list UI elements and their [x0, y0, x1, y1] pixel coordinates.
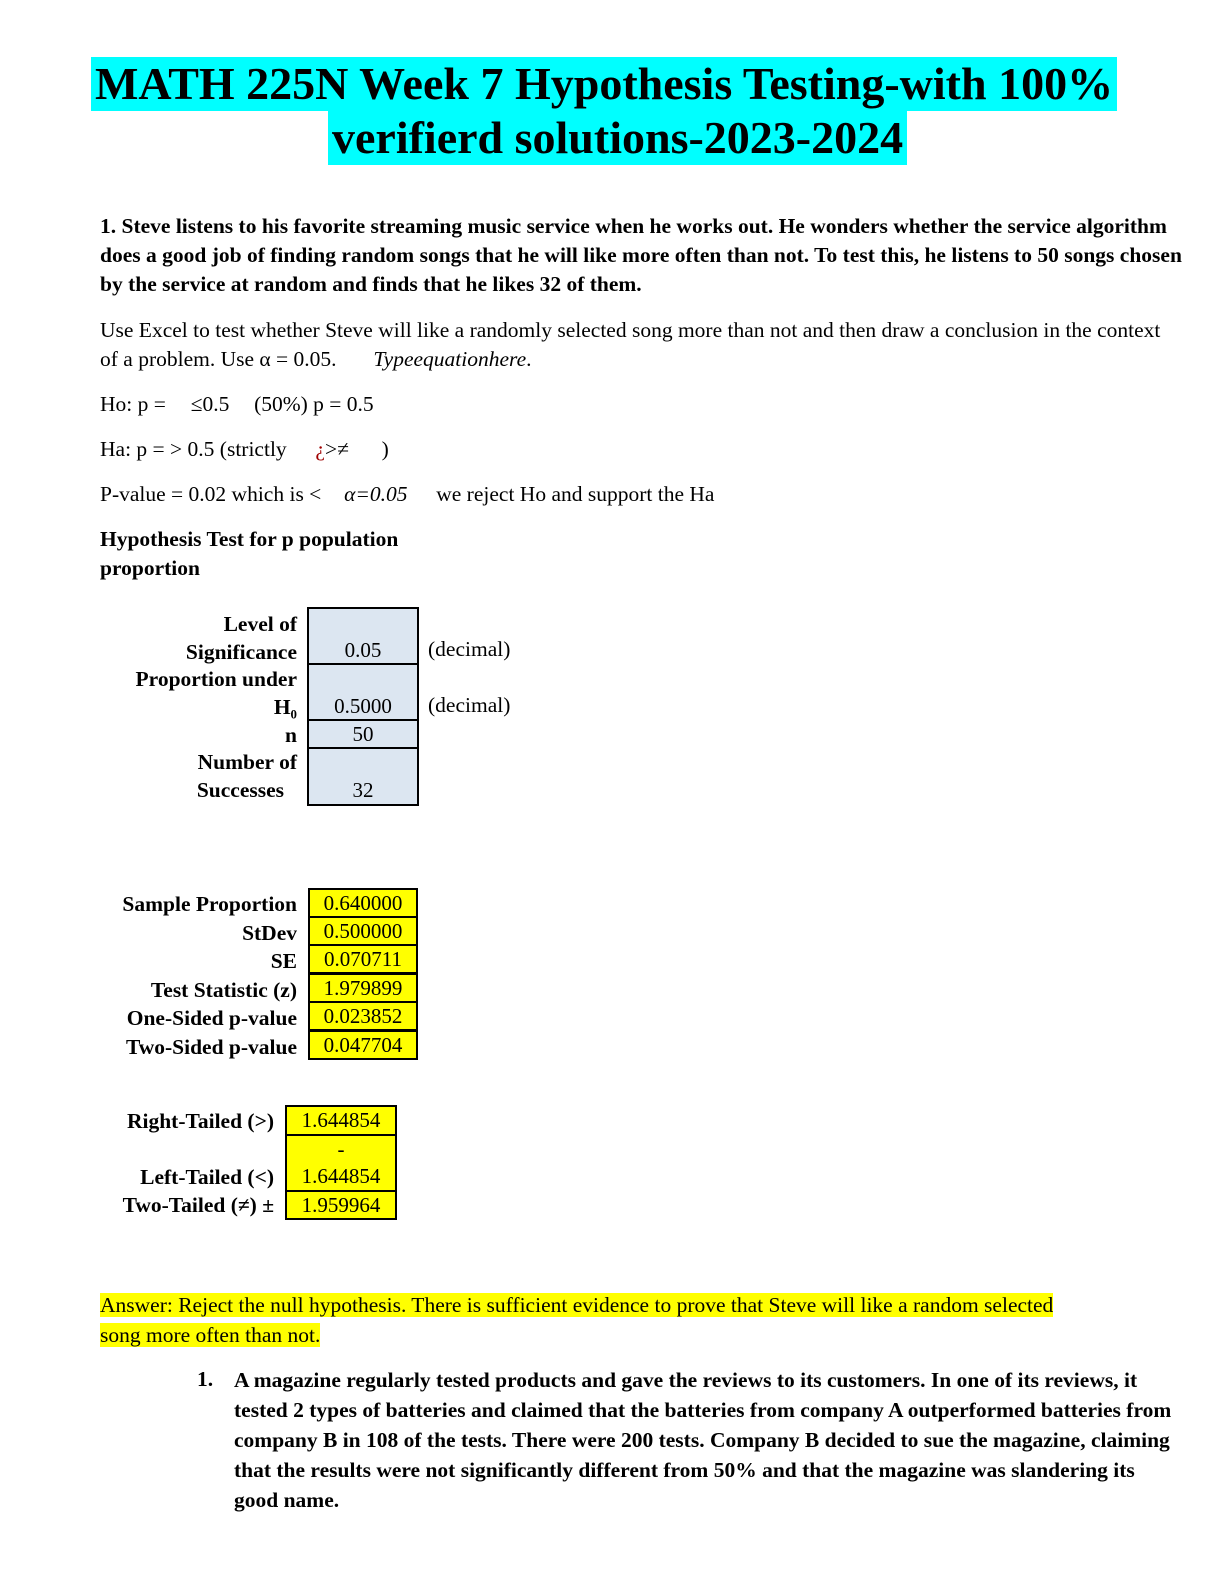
answer-line-2: song more often than not.: [100, 1323, 321, 1347]
result-value-test-statistic: 1.979899: [308, 973, 418, 1003]
question-1-instructions: [100, 316, 1180, 374]
null-hypothesis: [100, 390, 374, 419]
critical-value-two: 1.959964: [285, 1190, 397, 1220]
los-label-line2: Significance: [185, 640, 297, 664]
los-label: [100, 610, 297, 666]
equation-period: .: [526, 347, 532, 371]
result-value-stdev: 0.500000: [308, 916, 418, 946]
pvalue-prefix: P-value = 0.02 which is <: [100, 482, 322, 506]
result-label-test-statistic: Test Statistic (z): [150, 978, 297, 1002]
critical-left-number: 1.644854: [301, 1164, 381, 1188]
result-label-two-sided: Two-Sided p-value: [125, 1035, 297, 1059]
critical-label-right: Right-Tailed (>): [126, 1109, 274, 1133]
critical-value-left: [285, 1134, 397, 1192]
los-input-cell[interactable]: 0.05: [307, 607, 419, 665]
result-label-sample-proportion: Sample Proportion: [122, 892, 297, 916]
ho-suffix: (50%) p = 0.5: [254, 392, 374, 416]
prop-note: (decimal): [428, 693, 511, 717]
successes-input-cell[interactable]: 32: [307, 747, 419, 806]
ha-symbol-question: ¿: [315, 437, 325, 461]
pvalue-alpha: α=0.05: [344, 482, 408, 506]
result-label-se: SE: [270, 949, 297, 973]
successes-label-line1: Number of: [197, 750, 297, 774]
alternative-hypothesis: [100, 435, 389, 464]
instructions-text: Use Excel to test whether Steve will like a randomly selected song more than not and then draw a conclusion in the context of a problem. Use α = 0.05.: [100, 318, 1161, 371]
critical-value-right: 1.644854: [285, 1105, 397, 1136]
result-value-two-sided: 0.047704: [308, 1030, 418, 1060]
question-2-number: 1.: [197, 1367, 214, 1391]
prop-label-line1: Proportion under: [135, 667, 297, 691]
result-label-one-sided: One-Sided p-value: [126, 1006, 297, 1030]
equation-placeholder[interactable]: Typeequationhere: [373, 347, 527, 371]
title-line-1: MATH 225N Week 7 Hypothesis Testing-with 100%: [91, 57, 1117, 111]
test-heading-line2: proportion: [100, 556, 200, 580]
result-value-one-sided: 0.023852: [308, 1001, 418, 1031]
pvalue-suffix: we reject Ho and support the Ha: [436, 482, 715, 506]
question-2-text: A magazine regularly tested products and gave the reviews to its customers. In one of its reviews, it tested 2 types of batteries and claimed that the batteries from company A outperformed batteries from company B in 108 of the tests. There were 200 tests. Company B decided to sue the magazine, claiming that the results were not significantly different from 50% and that the magazine was slandering its good name.: [234, 1368, 1172, 1512]
answer-line-1: Answer: Reject the null hypothesis. There is sufficient evidence to prove that Steve will like a random selected: [100, 1293, 1054, 1317]
n-input-cell[interactable]: 50: [307, 719, 419, 749]
ha-symbol: >≠: [324, 437, 349, 461]
title-line-2: verifierd solutions-2023-2024: [328, 111, 907, 165]
los-note: (decimal): [428, 637, 511, 661]
critical-left-sign: -: [337, 1137, 345, 1161]
critical-label-two: Two-Tailed (≠) ±: [122, 1193, 274, 1217]
prop-input-cell[interactable]: 0.5000: [307, 663, 419, 721]
result-value-se: 0.070711: [308, 944, 418, 974]
result-label-stdev: StDev: [242, 921, 297, 945]
ho-prefix: Ho: p =: [100, 392, 166, 416]
critical-label-left: Left-Tailed (<): [140, 1165, 274, 1189]
ha-prefix: Ha: p = > 0.5 (strictly: [100, 437, 287, 461]
answer: [100, 1290, 1190, 1350]
test-heading: [100, 525, 398, 583]
question-1-text: 1. Steve listens to his favorite streaming music service when he works out. He wonders whether the service algorithm does a good job of finding random songs that he will like more often than not. To test this, he listens to 50 songs chosen by the service at random and finds that he likes 32 of them.: [100, 214, 1182, 296]
test-heading-line1: Hypothesis Test for p population: [100, 527, 399, 551]
los-label-line1: Level of: [223, 612, 297, 636]
pvalue-statement: [100, 480, 714, 509]
ho-value: ≤0.5: [190, 392, 230, 416]
successes-label: [100, 748, 297, 804]
n-label: n: [285, 723, 297, 747]
result-value-sample-proportion: 0.640000: [308, 888, 418, 918]
successes-label-line2: Successes: [196, 778, 284, 802]
prop-label-line2: H₀: [273, 695, 297, 719]
ha-close: ): [381, 437, 389, 461]
prop-label: [100, 665, 297, 721]
